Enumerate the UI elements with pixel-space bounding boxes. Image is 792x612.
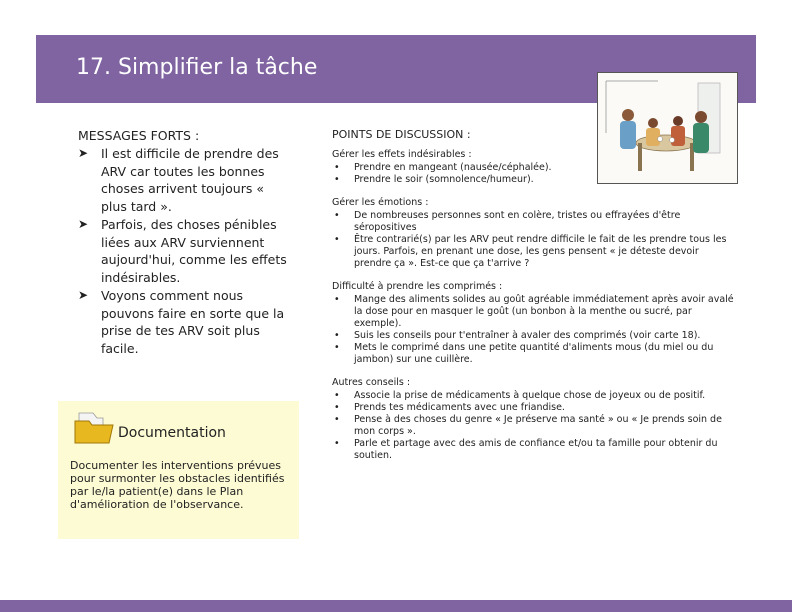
- strong-messages-list: [78, 145, 293, 357]
- discussion-section-emotions: [332, 197, 737, 270]
- list-item-text: Voyons comment nous pouvons faire en sorte que la prise de tes ARV soit plus facile.: [101, 288, 285, 356]
- bullet-icon: •: [334, 162, 340, 173]
- list-item-text: Associe la prise de médicaments à quelque chose de joyeux ou de positif.: [354, 390, 706, 401]
- list-item-text: Être contrarié(s) par les ARV peut rendre difficile le fait de les prendre tous les jours. Parfois, en prenant une dose, les gens pensent « je déteste devoir prendre ça ». Est-ce que ça t'arrive ?: [354, 234, 727, 269]
- bullet-icon: •: [334, 210, 340, 221]
- list-item-text: Il est difficile de prendre des ARV car toutes les bonnes choses arrivent toujours « plus tard ».: [101, 146, 279, 214]
- bullet-icon: •: [334, 294, 340, 305]
- list-item-text: Prendre le soir (somnolence/humeur).: [354, 174, 534, 185]
- documentation-box: [58, 401, 299, 539]
- list-item: [78, 145, 293, 215]
- list-item-text: Prends tes médicaments avec une friandise.: [354, 402, 565, 413]
- discussion-section-side-effects: [332, 149, 737, 186]
- bullet-icon: •: [334, 342, 340, 353]
- list-item: [78, 287, 293, 357]
- bullet-icon: •: [334, 438, 340, 449]
- bullet-icon: •: [334, 402, 340, 413]
- list-item: [332, 390, 737, 402]
- folder-icon: [73, 411, 115, 445]
- discussion-section-pills: [332, 281, 737, 366]
- bullet-icon: •: [334, 174, 340, 185]
- list-item-text: Mets le comprimé dans une petite quantité d'aliments mous (du miel ou du jambon) sur une cuillère.: [354, 342, 714, 365]
- bullet-icon: •: [334, 390, 340, 401]
- arrow-bullet-icon: ➤: [78, 146, 89, 160]
- arrow-bullet-icon: ➤: [78, 217, 89, 231]
- documentation-title: Documentation: [118, 425, 226, 441]
- section-title: Autres conseils :: [332, 377, 411, 388]
- list-item: [332, 330, 737, 342]
- list-item: [332, 414, 737, 438]
- page-title: 17. Simplifier la tâche: [76, 55, 318, 80]
- list-item: [78, 216, 293, 286]
- list-item-text: Mange des aliments solides au goût agréable immédiatement après avoir avalé la dose pour en masquer le goût (un bonbon à la menthe ou sucré, par exemple).: [354, 294, 734, 329]
- strong-messages-title: MESSAGES FORTS :: [78, 128, 200, 143]
- bullet-icon: •: [334, 330, 340, 341]
- bullet-icon: •: [334, 414, 340, 425]
- list-item: [332, 438, 737, 462]
- list-item: [332, 402, 737, 414]
- strong-messages: [78, 128, 293, 358]
- footer-bar: [0, 600, 792, 612]
- list-item-text: Parfois, des choses pénibles liées aux ARV surviennent aujourd'hui, comme les effets indésirables.: [101, 217, 287, 285]
- list-item: [332, 342, 737, 366]
- list-item-text: De nombreuses personnes sont en colère, tristes ou effrayées d'être séropositives: [354, 210, 681, 233]
- list-item: [332, 210, 737, 234]
- list-item: [332, 294, 737, 330]
- section-title: Gérer les effets indésirables :: [332, 149, 472, 160]
- arrow-bullet-icon: ➤: [78, 288, 89, 302]
- discussion-section-other-tips: [332, 377, 737, 462]
- list-item-text: Parle et partage avec des amis de confiance et/ou ta famille pour obtenir du soutien.: [354, 438, 718, 461]
- section-title: Difficulté à prendre les comprimés :: [332, 281, 503, 292]
- section-title: Gérer les émotions :: [332, 197, 429, 208]
- list-item-text: Prendre en mangeant (nausée/céphalée).: [354, 162, 552, 173]
- list-item: [332, 174, 737, 186]
- list-item-text: Suis les conseils pour t'entraîner à avaler des comprimés (voir carte 18).: [354, 330, 701, 341]
- discussion-title: POINTS DE DISCUSSION :: [332, 128, 471, 141]
- documentation-text: Documenter les interventions prévues pour surmonter les obstacles identifiés par le/la patient(e) dans le Plan d'amélioration de l'observance.: [70, 459, 285, 511]
- list-item: [332, 162, 737, 174]
- list-item-text: Pense à des choses du genre « Je préserve ma santé » ou « Je prends soin de mon corps ».: [354, 414, 722, 437]
- list-item: [332, 234, 737, 270]
- bullet-icon: •: [334, 234, 340, 245]
- discussion-points: [332, 128, 737, 473]
